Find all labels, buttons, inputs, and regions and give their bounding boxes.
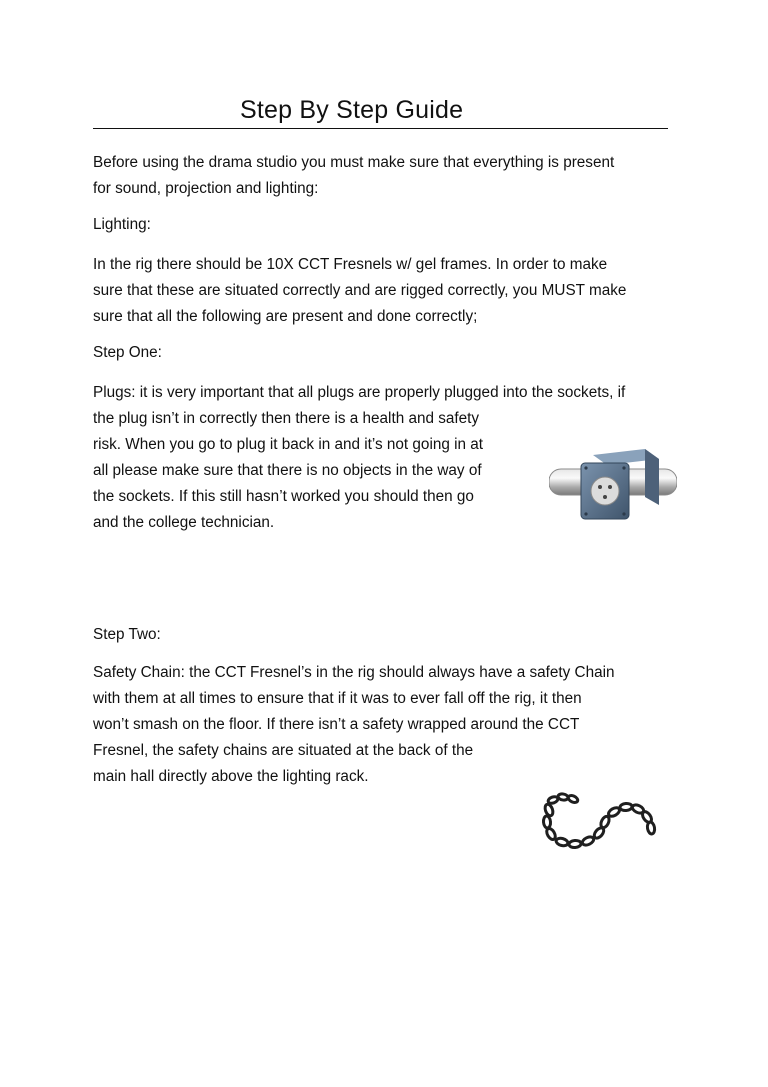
socket-face [591, 477, 619, 505]
text-line: Plugs: it is very important that all plugs are properly plugged into the sockets, if [93, 384, 626, 401]
screw [584, 512, 587, 515]
socket-pin [598, 485, 602, 489]
text-line: Safety Chain: the CCT Fresnel’s in the rig should always have a safety Chain [93, 664, 615, 681]
text-line: for sound, projection and lighting: [93, 180, 319, 197]
text-line: and the college technician. [93, 514, 275, 531]
chain-links [543, 793, 655, 848]
text-line: the plug isn’t in correctly then there is a health and safety [93, 410, 480, 427]
step-two-heading: Step Two: [93, 626, 161, 643]
text-line: the sockets. If this still hasn’t worked you should then go [93, 488, 474, 505]
screw [622, 512, 625, 515]
text-line: main hall directly above the lighting rack. [93, 768, 369, 785]
text-line: risk. When you go to plug it back in and it’s not going in at [93, 436, 484, 453]
safety-chain-image [535, 790, 660, 852]
text-line: Before using the drama studio you must make sure that everything is present [93, 154, 615, 171]
socket-pin [608, 485, 612, 489]
lighting-heading: Lighting: [93, 216, 151, 233]
text-line: sure that these are situated correctly and are rigged correctly, you MUST make [93, 282, 627, 299]
text-line: In the rig there should be 10X CCT Fresnels w/ gel frames. In order to make [93, 256, 608, 273]
screw [584, 466, 587, 469]
step-two-paragraph [93, 660, 615, 790]
text-line: Fresnel, the safety chains are situated at the back of the [93, 742, 474, 759]
screw [622, 466, 625, 469]
socket-box-side [645, 449, 659, 505]
step-one-heading: Step One: [93, 344, 162, 361]
text-line: all please make sure that there is no objects in the way of [93, 462, 482, 479]
text-line: with them at all times to ensure that if it was to ever fall off the rig, it then [93, 690, 582, 707]
socket-pin [603, 495, 607, 499]
intro-paragraph [93, 150, 614, 202]
step-one-paragraph [93, 380, 625, 536]
text-line: won’t smash on the floor. If there isn’t a safety wrapped around the CCT [93, 716, 580, 733]
text-line: sure that all the following are present and done correctly; [93, 308, 478, 325]
lighting-paragraph [93, 252, 626, 330]
rig-socket-image [549, 445, 677, 527]
page-title: Step By Step Guide [240, 96, 464, 124]
